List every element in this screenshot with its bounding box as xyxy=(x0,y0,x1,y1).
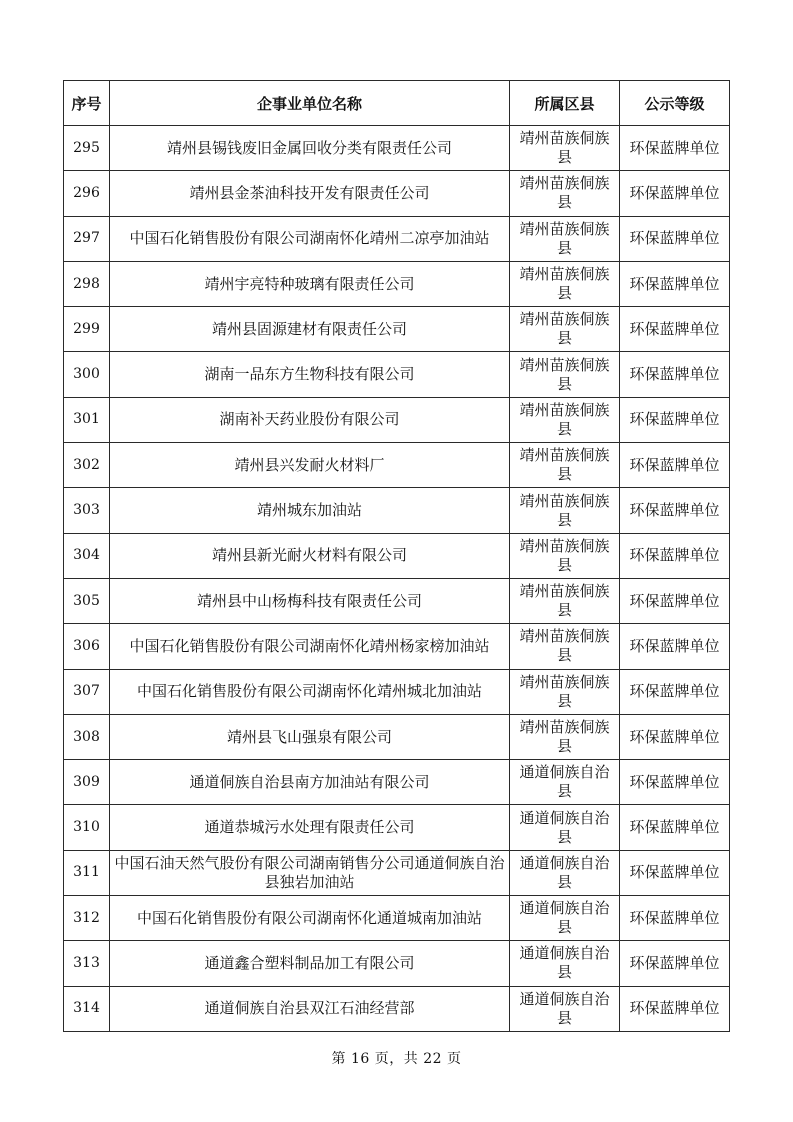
row-company-name: 通道侗族自治县南方加油站有限公司 xyxy=(110,760,510,805)
row-level: 环保蓝牌单位 xyxy=(620,896,730,941)
table-row xyxy=(64,941,730,986)
table-row xyxy=(64,805,730,850)
row-company-name: 中国石化销售股份有限公司湖南怀化靖州城北加油站 xyxy=(110,669,510,714)
row-county: 靖州苗族侗族县 xyxy=(510,216,620,261)
row-serial: 311 xyxy=(64,850,110,895)
row-serial: 314 xyxy=(64,986,110,1031)
row-company-name: 靖州县飞山强泉有限公司 xyxy=(110,714,510,759)
row-company-name: 靖州县新光耐火材料有限公司 xyxy=(110,533,510,578)
row-serial: 302 xyxy=(64,443,110,488)
table-row xyxy=(64,760,730,805)
row-level: 环保蓝牌单位 xyxy=(620,216,730,261)
row-serial: 307 xyxy=(64,669,110,714)
row-company-name: 中国石化销售股份有限公司湖南怀化靖州杨家榜加油站 xyxy=(110,624,510,669)
row-serial: 296 xyxy=(64,171,110,216)
row-company-name: 靖州城东加油站 xyxy=(110,488,510,533)
row-county: 靖州苗族侗族县 xyxy=(510,714,620,759)
row-county: 通道侗族自治县 xyxy=(510,941,620,986)
row-county: 靖州苗族侗族县 xyxy=(510,443,620,488)
row-serial: 309 xyxy=(64,760,110,805)
table-row xyxy=(64,896,730,941)
row-serial: 303 xyxy=(64,488,110,533)
row-county: 靖州苗族侗族县 xyxy=(510,533,620,578)
row-serial: 300 xyxy=(64,352,110,397)
table-row xyxy=(64,578,730,623)
table-row xyxy=(64,669,730,714)
row-level: 环保蓝牌单位 xyxy=(620,624,730,669)
table-row xyxy=(64,216,730,261)
header-level: 公示等级 xyxy=(620,81,730,126)
row-level: 环保蓝牌单位 xyxy=(620,805,730,850)
row-county: 靖州苗族侗族县 xyxy=(510,307,620,352)
row-county: 靖州苗族侗族县 xyxy=(510,669,620,714)
row-serial: 295 xyxy=(64,126,110,171)
row-serial: 308 xyxy=(64,714,110,759)
row-county: 通道侗族自治县 xyxy=(510,986,620,1031)
row-county: 通道侗族自治县 xyxy=(510,760,620,805)
row-level: 环保蓝牌单位 xyxy=(620,126,730,171)
row-company-name: 靖州县金茶油科技开发有限责任公司 xyxy=(110,171,510,216)
row-county: 靖州苗族侗族县 xyxy=(510,171,620,216)
table-row xyxy=(64,488,730,533)
row-level: 环保蓝牌单位 xyxy=(620,488,730,533)
row-company-name: 通道恭城污水处理有限责任公司 xyxy=(110,805,510,850)
row-serial: 312 xyxy=(64,896,110,941)
row-level: 环保蓝牌单位 xyxy=(620,578,730,623)
row-level: 环保蓝牌单位 xyxy=(620,714,730,759)
row-county: 靖州苗族侗族县 xyxy=(510,126,620,171)
row-county: 靖州苗族侗族县 xyxy=(510,261,620,306)
table-row xyxy=(64,126,730,171)
header-county: 所属区县 xyxy=(510,81,620,126)
row-company-name: 湖南补天药业股份有限公司 xyxy=(110,397,510,442)
table-header-row xyxy=(64,81,730,126)
table-row xyxy=(64,850,730,895)
row-serial: 310 xyxy=(64,805,110,850)
row-county: 通道侗族自治县 xyxy=(510,805,620,850)
row-company-name: 通道鑫合塑料制品加工有限公司 xyxy=(110,941,510,986)
table-row xyxy=(64,397,730,442)
header-company-name: 企事业单位名称 xyxy=(110,81,510,126)
row-county: 靖州苗族侗族县 xyxy=(510,352,620,397)
row-company-name: 靖州县锡钱废旧金属回收分类有限责任公司 xyxy=(110,126,510,171)
row-level: 环保蓝牌单位 xyxy=(620,307,730,352)
row-level: 环保蓝牌单位 xyxy=(620,397,730,442)
row-company-name: 湖南一品东方生物科技有限公司 xyxy=(110,352,510,397)
row-serial: 304 xyxy=(64,533,110,578)
row-serial: 298 xyxy=(64,261,110,306)
table-row xyxy=(64,171,730,216)
row-serial: 299 xyxy=(64,307,110,352)
table-row xyxy=(64,624,730,669)
row-level: 环保蓝牌单位 xyxy=(620,669,730,714)
table-row xyxy=(64,533,730,578)
row-level: 环保蓝牌单位 xyxy=(620,261,730,306)
row-level: 环保蓝牌单位 xyxy=(620,171,730,216)
row-county: 靖州苗族侗族县 xyxy=(510,578,620,623)
row-level: 环保蓝牌单位 xyxy=(620,760,730,805)
row-serial: 313 xyxy=(64,941,110,986)
row-county: 靖州苗族侗族县 xyxy=(510,397,620,442)
row-serial: 301 xyxy=(64,397,110,442)
row-company-name: 靖州县中山杨梅科技有限责任公司 xyxy=(110,578,510,623)
row-county: 通道侗族自治县 xyxy=(510,850,620,895)
row-level: 环保蓝牌单位 xyxy=(620,533,730,578)
row-serial: 306 xyxy=(64,624,110,669)
header-serial: 序号 xyxy=(64,81,110,126)
page-number: 第 16 页，共 22 页 xyxy=(331,1051,462,1067)
row-level: 环保蓝牌单位 xyxy=(620,941,730,986)
row-level: 环保蓝牌单位 xyxy=(620,986,730,1031)
row-county: 靖州苗族侗族县 xyxy=(510,488,620,533)
table-row xyxy=(64,352,730,397)
row-level: 环保蓝牌单位 xyxy=(620,352,730,397)
row-serial: 305 xyxy=(64,578,110,623)
row-company-name: 中国石化销售股份有限公司湖南怀化通道城南加油站 xyxy=(110,896,510,941)
row-company-name: 靖州县兴发耐火材料厂 xyxy=(110,443,510,488)
table-row xyxy=(64,443,730,488)
row-company-name: 中国石油天然气股份有限公司湖南销售分公司通道侗族自治县独岩加油站 xyxy=(110,850,510,895)
row-level: 环保蓝牌单位 xyxy=(620,443,730,488)
row-company-name: 中国石化销售股份有限公司湖南怀化靖州二凉亭加油站 xyxy=(110,216,510,261)
row-company-name: 靖州宇亮特种玻璃有限责任公司 xyxy=(110,261,510,306)
enterprise-table xyxy=(63,80,730,1032)
table-row xyxy=(64,261,730,306)
row-county: 通道侗族自治县 xyxy=(510,896,620,941)
row-company-name: 通道侗族自治县双江石油经营部 xyxy=(110,986,510,1031)
row-level: 环保蓝牌单位 xyxy=(620,850,730,895)
table-row xyxy=(64,714,730,759)
table-row xyxy=(64,986,730,1031)
table-row xyxy=(64,307,730,352)
row-company-name: 靖州县固源建材有限责任公司 xyxy=(110,307,510,352)
row-serial: 297 xyxy=(64,216,110,261)
row-county: 靖州苗族侗族县 xyxy=(510,624,620,669)
